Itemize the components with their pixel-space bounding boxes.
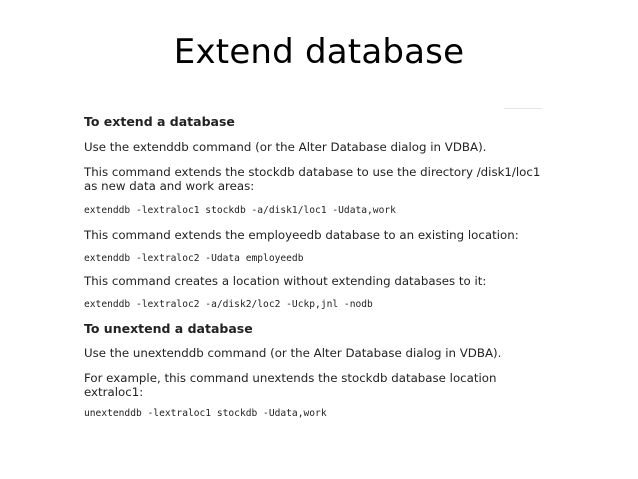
paragraph-example-line2: extraloc1:	[84, 385, 144, 399]
slide-title: Extend database	[173, 32, 465, 72]
paragraph-extends-stockdb-line2: as new data and work areas:	[84, 179, 255, 193]
code-extenddb-stockdb: extenddb -lextraloc1 stockdb -a/disk1/loc1 -Udata,work	[84, 205, 396, 216]
paragraph-use-unextenddb: Use the unextenddb command (or the Alter Database dialog in VDBA).	[84, 346, 502, 360]
paragraph-extends-stockdb-line1: This command extends the stockdb database to use the directory /disk1/loc1	[84, 165, 541, 179]
document-image	[78, 108, 548, 428]
image-edge-divider	[504, 108, 542, 109]
paragraph-example-line1: For example, this command unextends the stockdb database location	[84, 371, 497, 385]
paragraph-extends-employeedb: This command extends the employeedb database to an existing location:	[84, 228, 519, 242]
code-extenddb-employeedb: extenddb -lextraloc2 -Udata employeedb	[84, 253, 304, 264]
heading-unextend-database: To unextend a database	[84, 321, 253, 336]
code-unextenddb: unextenddb -lextraloc1 stockdb -Udata,work	[84, 408, 327, 419]
paragraph-creates-location: This command creates a location without extending databases to it:	[84, 274, 487, 288]
paragraph-use-extenddb: Use the extenddb command (or the Alter Database dialog in VDBA).	[84, 140, 487, 154]
code-extenddb-nodb: extenddb -lextraloc2 -a/disk2/loc2 -Uckp,jnl -nodb	[84, 299, 373, 310]
heading-extend-database: To extend a database	[84, 114, 235, 129]
